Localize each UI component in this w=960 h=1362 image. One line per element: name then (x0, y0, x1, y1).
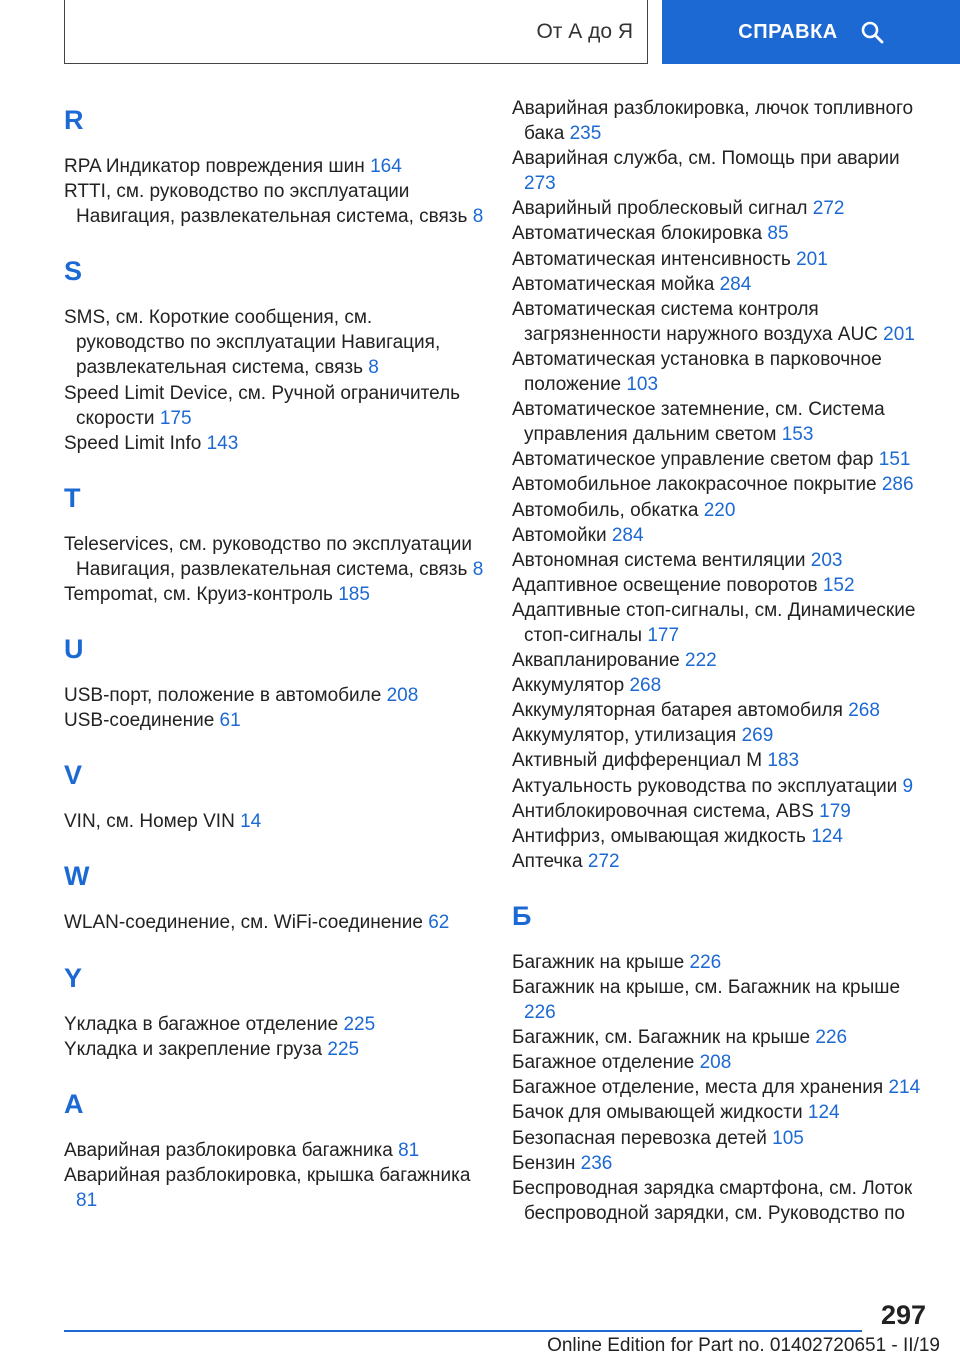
index-page-link[interactable]: 268 (848, 700, 880, 722)
index-page-link[interactable]: 177 (647, 624, 680, 646)
index-entry (512, 774, 932, 799)
index-page-link[interactable]: 183 (767, 750, 800, 772)
index-entry-text: Антиблокировочная система, ABS (512, 800, 814, 822)
index-entry (512, 648, 932, 673)
index-entry (64, 305, 484, 380)
index-page-link[interactable]: 81 (398, 1139, 420, 1161)
index-entry (64, 582, 484, 607)
index-entry (512, 196, 932, 221)
index-entry (512, 447, 932, 472)
index-page-link[interactable]: 272 (812, 198, 845, 220)
index-letter-heading: Б (512, 900, 532, 931)
index-entry (64, 532, 484, 582)
index-entry-text: Аварийная разблокировка багажника (64, 1139, 393, 1161)
index-entry-text: USB-соединение (64, 710, 215, 732)
index-entry (512, 673, 932, 698)
tab-help[interactable] (662, 0, 960, 64)
index-page-link[interactable]: 225 (327, 1038, 360, 1060)
index-entry (512, 598, 932, 648)
index-entry (512, 950, 932, 975)
index-entry-text: Аварийная разблокировка, крышка багажника (64, 1164, 471, 1186)
index-letter-heading: U (64, 634, 84, 665)
index-page-link[interactable]: 9 (902, 775, 914, 797)
index-entry (512, 146, 932, 196)
index-page-link[interactable]: 8 (472, 558, 484, 580)
index-page-link[interactable]: 214 (888, 1077, 921, 1099)
index-page-link[interactable]: 105 (772, 1127, 804, 1149)
index-column-left (64, 96, 484, 1213)
index-page-link[interactable]: 151 (878, 449, 911, 471)
tab-help-label: СПРАВКА (738, 20, 838, 43)
index-page-link[interactable]: 284 (611, 524, 644, 546)
index-letter-heading: S (64, 256, 83, 287)
page-number: 297 (880, 1300, 926, 1330)
index-letter-heading: Y (64, 962, 83, 993)
index-entry-text: Багажник на крыше, см. Багажник на крыше (512, 977, 901, 998)
index-column-right (512, 96, 932, 1226)
index-entry-text: Антифриз, омывающая жидкость (512, 825, 806, 847)
index-page-link[interactable]: 81 (76, 1189, 98, 1211)
tab-a-z-label: От А до Я (536, 19, 633, 43)
index-page-link[interactable]: 208 (386, 685, 419, 707)
index-entry-text: Tempomat, см. Круиз-контроль (64, 584, 333, 606)
index-page-link[interactable]: 203 (810, 549, 843, 571)
index-entry (64, 381, 484, 431)
index-page-link[interactable]: 175 (159, 407, 192, 429)
index-entry-text: Автоматическая система контроля загрязненности наружного воздуха AUC (512, 298, 878, 345)
index-page-link[interactable]: 273 (524, 173, 556, 195)
index-page-link[interactable]: 236 (580, 1152, 613, 1174)
index-page-link[interactable]: 268 (629, 675, 662, 697)
index-page-link[interactable]: 14 (240, 811, 262, 833)
index-page-link[interactable]: 226 (689, 951, 722, 973)
index-entry (512, 498, 932, 523)
index-entry (512, 272, 932, 297)
index-entry (512, 1126, 932, 1151)
index-entry (64, 154, 484, 179)
index-entry-text: Аккумулятор (512, 675, 625, 697)
index-entry (512, 548, 932, 573)
index-page-link[interactable]: 8 (472, 206, 484, 228)
index-entry (64, 431, 484, 456)
index-entry (64, 1138, 484, 1163)
index-entry-text: Teleservices, см. руководство по эксплуатации Навигация, развлекательная система, связь (64, 533, 473, 580)
index-entry-text: Актуальность руководства по эксплуатации (512, 775, 898, 797)
index-entry (512, 472, 932, 497)
index-entry-text: Автомойки (512, 524, 607, 546)
index-entry-text: Аварийная служба, см. Помощь при аварии (512, 148, 900, 170)
tab-a-z[interactable] (64, 0, 648, 64)
index-entry-text: Бензин (512, 1152, 576, 1174)
index-entry (512, 247, 932, 272)
index-entry-text: Аккумулятор, утилизация (512, 725, 737, 747)
index-entry (64, 1012, 484, 1037)
index-entry-text: Автоматическое затемнение, см. Система управления дальним светом (512, 399, 885, 446)
index-page-link[interactable]: 269 (741, 725, 774, 747)
index-letter-heading: W (64, 861, 90, 892)
index-entry (512, 1176, 932, 1226)
index-page-link[interactable]: 220 (703, 499, 736, 521)
index-page-link[interactable]: 201 (883, 323, 915, 345)
index-entry (512, 748, 932, 773)
index-page-link[interactable]: 225 (343, 1013, 376, 1035)
index-entry (64, 1163, 484, 1213)
index-entry-text: Адаптивные стоп-сигналы, см. Динамические стоп-сигналы (512, 599, 916, 646)
index-entry-text: Багажник на крыше (512, 951, 685, 973)
index-entry-text: Безопасная перевозка детей (512, 1127, 767, 1149)
index-entry (64, 910, 484, 935)
index-entry-text: Аварийная разблокировка, лючок топливного бака (512, 98, 914, 145)
index-entry (512, 975, 932, 1025)
index-entry-text: Багажник, см. Багажник на крыше (512, 1027, 811, 1049)
index-page-link[interactable]: 62 (428, 912, 450, 934)
index-entry (512, 1050, 932, 1075)
index-page-link[interactable]: 61 (219, 710, 241, 732)
index-entry-text: RPA Индикатор повреждения шин (64, 156, 365, 177)
index-letter-heading: А (64, 1088, 84, 1119)
index-entry (64, 708, 484, 733)
index-entry-text: Аккумуляторная батарея автомобиля (512, 700, 843, 722)
index-entry (64, 1037, 484, 1062)
index-page-link[interactable]: 152 (822, 574, 855, 596)
index-page-link[interactable]: 124 (807, 1102, 840, 1124)
index-page-link[interactable]: 284 (719, 273, 752, 295)
index-page-link[interactable]: 143 (206, 432, 239, 454)
index-entry-text: WLAN-соединение, см. WiFi-соединение (64, 912, 423, 934)
index-entry-text: USB-порт, положение в автомобиле (64, 685, 382, 707)
index-entry-text: Автоматическая блокировка (512, 223, 763, 245)
index-letter-heading: T (64, 482, 81, 513)
index-entry-text: Yкладка в багажное отделение (64, 1013, 339, 1035)
index-entry-text: Speed Limit Info (64, 432, 202, 454)
index-entry (512, 799, 932, 824)
index-entry (512, 297, 932, 347)
index-entry-text: Speed Limit Device, см. Ручной ограничитель скорости (64, 382, 461, 429)
index-entry (512, 698, 932, 723)
index-entry (512, 221, 932, 246)
index-entry-text: Автоматическая мойка (512, 273, 715, 295)
index-entry-text: Адаптивное освещение поворотов (512, 574, 818, 596)
index-entry-text: Автоматическая установка в парковочное положение (512, 348, 882, 396)
index-entry-text: Бачок для омывающей жидкости (512, 1102, 803, 1124)
index-entry (64, 809, 484, 834)
index-entry-text: Автономная система вентиляции (512, 549, 806, 571)
index-page-link[interactable]: 85 (767, 223, 789, 245)
index-page-link[interactable]: 153 (781, 424, 814, 446)
index-entry-text: Аквапланирование (512, 650, 680, 672)
index-entry-text: Аптечка (512, 850, 583, 872)
index-entry-text: Автомобиль, обкатка (512, 499, 699, 521)
index-entry-text: Автоматическая интенсивность (512, 248, 791, 270)
index-page-link[interactable]: 164 (370, 156, 402, 177)
index-entry (512, 849, 932, 874)
footer-divider (64, 1330, 862, 1332)
index-page-link[interactable]: 286 (881, 474, 914, 496)
index-entry (512, 96, 932, 146)
index-entry-text: Автомобильное лакокрасочное покрытие (512, 474, 877, 496)
index-page-link[interactable]: 272 (587, 850, 620, 872)
search-icon (860, 20, 884, 44)
index-page-link[interactable]: 103 (626, 374, 659, 396)
edition-info: Online Edition for Part no. 01402720651 - II/19 (547, 1335, 940, 1356)
index-entry-text: Автоматическое управление светом фар (512, 449, 874, 471)
index-entry (512, 523, 932, 548)
index-letter-heading: R (64, 105, 84, 135)
index-entry-text: RTTI, см. руководство по эксплуатации Навигация, развлекательная система, связь (64, 181, 468, 228)
index-page-link[interactable]: 235 (569, 123, 602, 145)
index-page-link[interactable]: 8 (368, 357, 379, 379)
index-entry-text: Багажное отделение, места для хранения (512, 1077, 884, 1099)
index-entry (64, 683, 484, 708)
index-entry (512, 1075, 932, 1100)
index-entry (512, 723, 932, 748)
index-entry-text: SMS, см. Короткие сообщения, см. руководство по эксплуатации Навигация, развлекательная система, связь (64, 307, 441, 379)
index-entry-text: Активный дифференциал M (512, 750, 763, 772)
index-entry (512, 573, 932, 598)
index-entry (512, 824, 932, 849)
index-entry-text: VIN, см. Номер VIN (64, 811, 235, 833)
index-entry-text: Багажное отделение (512, 1052, 695, 1074)
index-entry (512, 347, 932, 397)
index-entry (512, 397, 932, 447)
index-page-link[interactable]: 201 (796, 248, 828, 270)
index-entry-text: Аварийный проблесковый сигнал (512, 198, 808, 220)
index-entry (512, 1151, 932, 1176)
index-page-link[interactable]: 185 (338, 584, 370, 606)
index-entry-text: Беспроводная зарядка смартфона, см. Лоток беспроводной зарядки, см. Руководство по (512, 1177, 913, 1224)
index-page-link[interactable]: 226 (815, 1027, 848, 1049)
index-page-link[interactable]: 208 (699, 1052, 732, 1074)
index-page-link[interactable]: 226 (524, 1002, 556, 1024)
index-entry (512, 1025, 932, 1050)
index-page-link[interactable]: 222 (685, 650, 717, 672)
index-entry (512, 1100, 932, 1125)
index-entry (64, 179, 484, 229)
index-entry-text: Yкладка и закрепление груза (64, 1038, 323, 1060)
index-letter-heading: V (64, 760, 83, 791)
index-page-link[interactable]: 179 (819, 800, 851, 822)
index-page-link[interactable]: 124 (811, 825, 843, 847)
